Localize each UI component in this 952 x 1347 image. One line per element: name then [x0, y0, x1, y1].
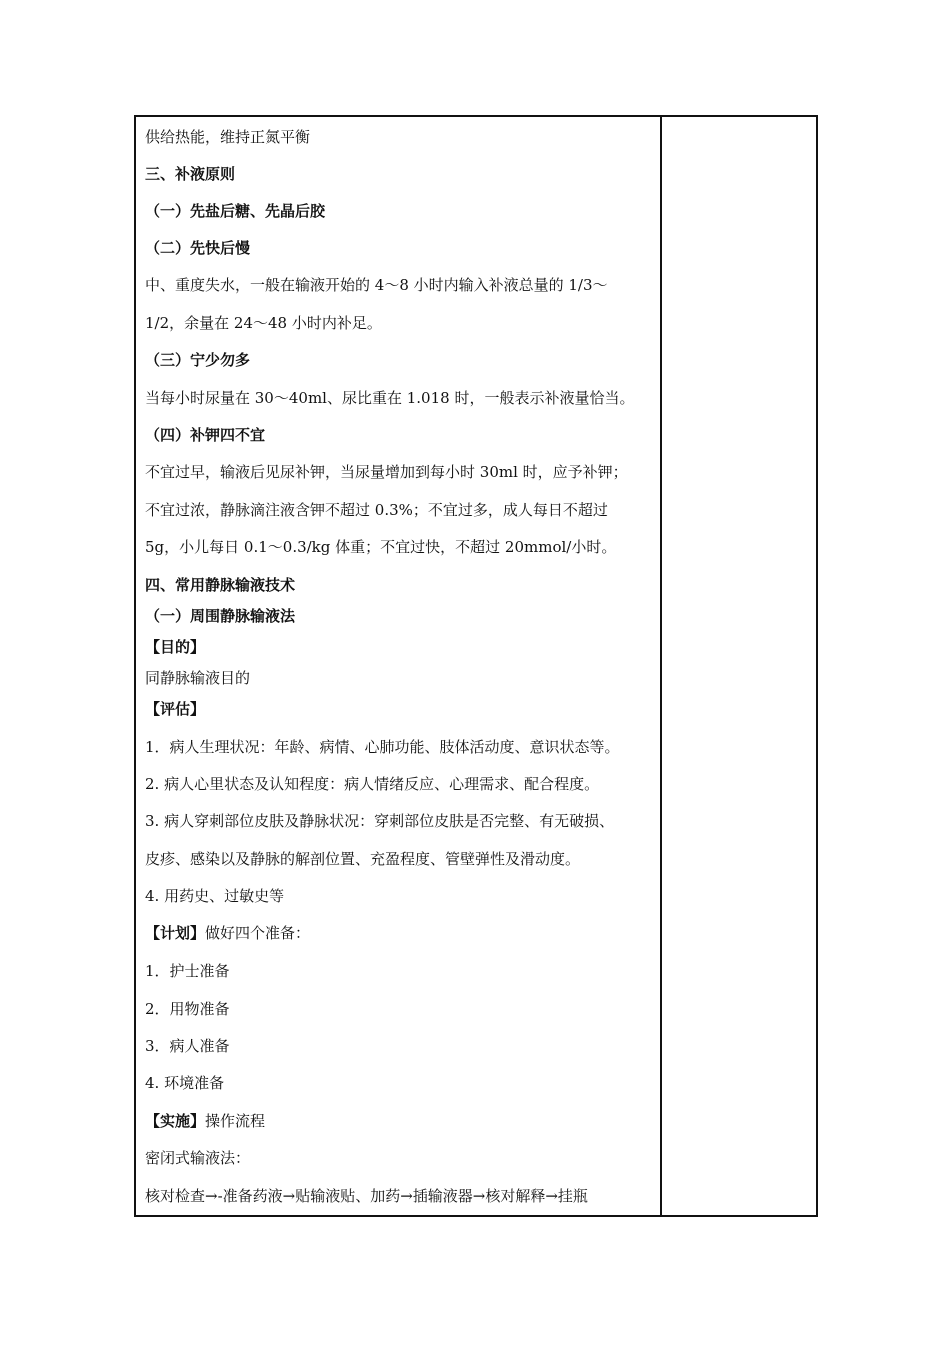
text-line: 1．病人生理状况：年龄、病情、心肺功能、肢体活动度、意识状态等。 [145, 738, 620, 756]
subsection-heading: （一）周围静脉输液法 [145, 607, 296, 625]
implementation-line [145, 1111, 265, 1131]
text-line: 4. 环境准备 [145, 1074, 225, 1092]
column-divider [660, 115, 662, 1217]
text-line: 密闭式输液法： [145, 1149, 251, 1167]
bracket-heading: 【实施】 [145, 1112, 206, 1130]
text-line: 1．护士准备 [145, 962, 230, 980]
text-line: 2. 病人心里状态及认知程度：病人情绪反应、心理需求、配合程度。 [145, 775, 600, 793]
text-line: 3. 病人穿刺部位皮肤及静脉状况：穿刺部位皮肤是否完整、有无破损、 [145, 812, 615, 830]
bracket-heading: 【目的】 [145, 638, 206, 656]
text-line: 不宜过浓，静脉滴注液含钾不超过 0.3%；不宜过多，成人每日不超过 [145, 501, 608, 519]
subsection-heading: （二）先快后慢 [145, 239, 251, 257]
plan-line [145, 923, 310, 943]
bracket-heading: 【评估】 [145, 700, 206, 718]
text-line: 同静脉输液目的 [145, 669, 251, 687]
text-span: 操作流程 [205, 1112, 266, 1130]
text-line: 供给热能，维持正氮平衡 [145, 128, 311, 146]
text-line: 不宜过早，输液后见尿补钾，当尿量增加到每小时 30ml 时，应予补钾； [145, 463, 628, 481]
section-heading: 四、常用静脉输液技术 [145, 576, 296, 594]
subsection-heading: （一）先盐后糖、先晶后胶 [145, 202, 326, 220]
text-line: 核对检查→-准备药液→贴输液贴、加药→插输液器→核对解释→挂瓶 [145, 1187, 588, 1205]
text-line: 2．用物准备 [145, 1000, 230, 1018]
text-line: 1/2，余量在 24～48 小时内补足。 [145, 314, 382, 332]
text-line: 5g，小儿每日 0.1～0.3/kg 体重；不宜过快，不超过 20mmol/小时。 [145, 538, 617, 556]
text-line: 中、重度失水，一般在输液开始的 4～8 小时内输入补液总量的 1/3～ [145, 276, 608, 294]
text-line: 3．病人准备 [145, 1037, 230, 1055]
subsection-heading: （三）宁少勿多 [145, 351, 251, 369]
text-line: 皮疹、感染以及静脉的解剖位置、充盈程度、管壁弹性及滑动度。 [145, 850, 581, 868]
section-heading: 三、补液原则 [145, 165, 236, 183]
text-span: 做好四个准备： [205, 924, 311, 942]
text-line: 当每小时尿量在 30～40ml、尿比重在 1.018 时，一般表示补液量恰当。 [145, 389, 635, 407]
subsection-heading: （四）补钾四不宜 [145, 426, 266, 444]
bracket-heading: 【计划】 [145, 924, 206, 942]
text-line: 4. 用药史、过敏史等 [145, 887, 285, 905]
